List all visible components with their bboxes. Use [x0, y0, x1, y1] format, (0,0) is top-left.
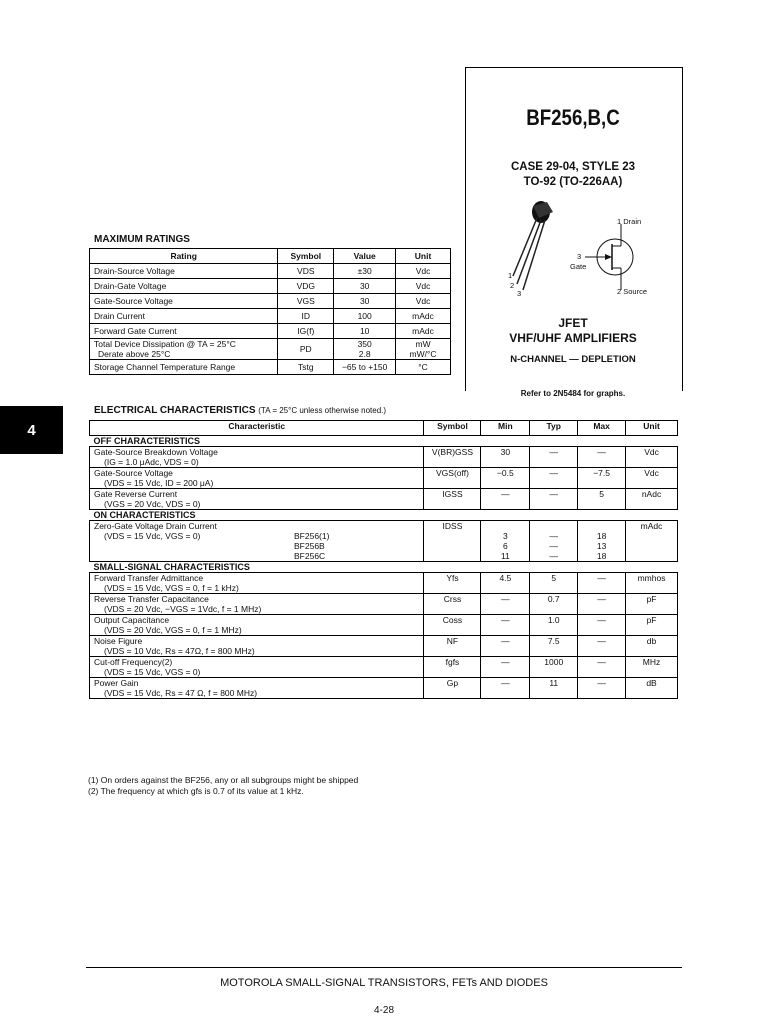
pin-drain-label: 1 Drain: [617, 217, 642, 226]
section-row: [90, 436, 678, 447]
characteristic-cell: [90, 615, 424, 636]
refer-note: Refer to 2N5484 for graphs.: [520, 389, 626, 398]
electrical-table: [89, 420, 678, 699]
lead-1-label: 1: [508, 271, 513, 280]
footnotes: [88, 775, 358, 797]
max-cell: —: [578, 636, 626, 657]
rating-symbol: IG(f): [278, 324, 334, 339]
symbol-cell: NF: [424, 636, 481, 657]
typ-cell: 1.0: [530, 615, 578, 636]
max-ratings-table: [89, 248, 451, 375]
characteristic-cell: [90, 521, 424, 562]
header-typ: Typ: [530, 421, 578, 436]
header-characteristic: Characteristic: [90, 421, 424, 436]
rating-unit-line1: mW: [415, 339, 431, 349]
rating-unit: Vdc: [396, 279, 451, 294]
unit-cell: Vdc: [626, 468, 678, 489]
characteristic-name: Output Capacitance: [94, 615, 170, 625]
table-row: [90, 309, 451, 324]
symbol-cell: Coss: [424, 615, 481, 636]
header-unit: Unit: [396, 249, 451, 264]
lead-1: [513, 218, 537, 276]
min-cell: —: [481, 615, 530, 636]
pin-source-label: 2 Source: [617, 287, 648, 296]
table-row: [90, 489, 678, 510]
characteristic-name: Zero-Gate Voltage Drain Current: [94, 521, 217, 531]
max-cell: [578, 521, 626, 562]
min-cell: −0.5: [481, 468, 530, 489]
section-row: [90, 562, 678, 573]
header-symbol: Symbol: [278, 249, 334, 264]
characteristic-cell: [90, 468, 424, 489]
variant-typ: —: [549, 551, 558, 561]
max-cell: 5: [578, 489, 626, 510]
rating-unit-line2: mW/°C: [409, 349, 437, 359]
symbol-cell: Yfs: [424, 573, 481, 594]
lead-3-label: 3: [517, 289, 522, 298]
variant-part: BF256C: [294, 551, 326, 561]
rating-unit: Vdc: [396, 294, 451, 309]
rating-value: ±30: [334, 264, 396, 279]
symbol-cell: IDSS: [424, 521, 481, 562]
electrical-header: [90, 421, 678, 436]
typ-cell: 0.7: [530, 594, 578, 615]
electrical-title: ELECTRICAL CHARACTERISTICS: [94, 405, 256, 416]
symbol-cell: Crss: [424, 594, 481, 615]
max-cell: −7.5: [578, 468, 626, 489]
characteristic-condition: (VDS = 10 Vdc, Rs = 47Ω, f = 800 MHz): [104, 646, 255, 656]
characteristic-condition: (VDS = 20 Vdc, VGS = 0, f = 1 MHz): [104, 625, 242, 635]
rating-name-line1: Total Device Dissipation @ TA = 25°C: [94, 339, 236, 349]
rating-value-line1: 350: [357, 339, 372, 349]
symbol-cell: Gp: [424, 678, 481, 699]
symbol-cell: V(BR)GSS: [424, 447, 481, 468]
min-cell: —: [481, 678, 530, 699]
on-characteristics-title: ON CHARACTERISTICS: [90, 510, 678, 521]
characteristic-cell: [90, 678, 424, 699]
rating-name: [90, 339, 278, 360]
table-row: [90, 521, 678, 562]
typ-cell: 5: [530, 573, 578, 594]
case-line-2: TO-92 (TO-226AA): [523, 176, 623, 188]
characteristic-name: Power Gain: [94, 678, 139, 688]
variant-part: BF256(1): [294, 531, 330, 541]
rating-symbol: ID: [278, 309, 334, 324]
rating-unit: mAdc: [396, 324, 451, 339]
small-signal-title: SMALL-SIGNAL CHARACTERISTICS: [90, 562, 678, 573]
characteristic-cell: [90, 447, 424, 468]
typ-cell: [530, 521, 578, 562]
lead-2-label: 2: [510, 281, 515, 290]
unit-cell: dB: [626, 678, 678, 699]
pin-gate-number: 3: [577, 252, 582, 261]
table-row: [90, 573, 678, 594]
device-type: [465, 316, 681, 346]
rating-name: Drain Current: [90, 309, 278, 324]
characteristic-condition: (VGS = 20 Vdc, VDS = 0): [104, 499, 201, 509]
section-row: [90, 510, 678, 521]
table-row: [90, 636, 678, 657]
section-tab-label: 4: [27, 421, 36, 439]
characteristic-condition: (VDS = 15 Vdc, VGS = 0): [104, 667, 201, 677]
footnote-2: (2) The frequency at which gfs is 0.7 of its value at 1 kHz.: [88, 786, 304, 796]
table-row: [90, 447, 678, 468]
typ-cell: —: [530, 447, 578, 468]
unit-cell: MHz: [626, 657, 678, 678]
pin-gate-label: Gate: [570, 262, 587, 271]
header-rating: Rating: [90, 249, 278, 264]
characteristic-condition: (VDS = 20 Vdc, −VGS = 1Vdc, f = 1 MHz): [104, 604, 262, 614]
unit-cell: nAdc: [626, 489, 678, 510]
variant-part: BF256B: [294, 541, 325, 551]
footnote-1: (1) On orders against the BF256, any or all subgroups might be shipped: [88, 775, 359, 785]
characteristic-name: Forward Transfer Admittance: [94, 573, 204, 583]
variant-parts: [294, 531, 329, 561]
table-row: [90, 324, 451, 339]
rating-unit: Vdc: [396, 264, 451, 279]
rating-unit: [396, 339, 451, 360]
rating-value: 10: [334, 324, 396, 339]
table-row: [90, 615, 678, 636]
lead-2: [517, 220, 541, 284]
table-row: [90, 360, 451, 375]
section-tab: [0, 406, 63, 454]
characteristic-condition: (VDS = 15 Vdc, ID = 200 μA): [104, 478, 214, 488]
rating-value: −65 to +150: [334, 360, 396, 375]
variant-max: 18: [596, 531, 607, 541]
max-cell: —: [578, 615, 626, 636]
min-cell: —: [481, 636, 530, 657]
rating-name: Storage Channel Temperature Range: [90, 360, 278, 375]
characteristic-condition: (VDS = 15 Vdc, Rs = 47 Ω, f = 800 MHz): [104, 688, 258, 698]
unit-cell: pF: [626, 594, 678, 615]
rating-symbol: PD: [278, 339, 334, 360]
table-row: [90, 468, 678, 489]
max-cell: —: [578, 594, 626, 615]
case-line-1: CASE 29-04, STYLE 23: [511, 161, 635, 173]
rating-name-line2: Derate above 25°C: [98, 349, 171, 359]
symbol-cell: VGS(off): [424, 468, 481, 489]
variant-typ: —: [549, 541, 558, 551]
electrical-condition: (TA = 25°C unless otherwise noted.): [258, 406, 387, 415]
variant-max: 13: [596, 541, 607, 551]
table-row: [90, 294, 451, 309]
rating-symbol: Tstg: [278, 360, 334, 375]
min-cell: —: [481, 594, 530, 615]
rating-symbol: VGS: [278, 294, 334, 309]
table-row: [90, 279, 451, 294]
header-min: Min: [481, 421, 530, 436]
typ-cell: —: [530, 468, 578, 489]
variant-min: 6: [503, 541, 508, 551]
table-row: [90, 678, 678, 699]
table-row: [90, 594, 678, 615]
table-row: [90, 264, 451, 279]
device-application: VHF/UHF AMPLIFIERS: [509, 331, 637, 345]
jfet-symbol: [585, 224, 648, 296]
characteristic-cell: [90, 636, 424, 657]
rating-name: Forward Gate Current: [90, 324, 278, 339]
min-cell: —: [481, 657, 530, 678]
rating-symbol: VDG: [278, 279, 334, 294]
symbol-cell: fgfs: [424, 657, 481, 678]
characteristic-cell: [90, 573, 424, 594]
off-characteristics-title: OFF CHARACTERISTICS: [90, 436, 678, 447]
rating-unit: mAdc: [396, 309, 451, 324]
page-number: 4-28: [373, 1005, 394, 1016]
characteristic-name: Gate-Source Voltage: [94, 468, 173, 478]
device-type-jfet: JFET: [558, 316, 588, 330]
rating-value: [334, 339, 396, 360]
unit-cell: mAdc: [626, 521, 678, 562]
typ-cell: 1000: [530, 657, 578, 678]
channel-type: N-CHANNEL — DEPLETION: [510, 354, 636, 365]
characteristic-cell: [90, 657, 424, 678]
characteristic-name: Reverse Transfer Capacitance: [94, 594, 209, 604]
characteristic-name: Gate-Source Breakdown Voltage: [94, 447, 218, 457]
table-row: [90, 657, 678, 678]
variant-max: 18: [596, 551, 607, 561]
characteristic-condition: (IG = 1.0 μAdc, VDS = 0): [104, 457, 199, 467]
max-cell: —: [578, 657, 626, 678]
max-cell: —: [578, 678, 626, 699]
unit-cell: Vdc: [626, 447, 678, 468]
electrical-heading: [94, 405, 386, 416]
unit-cell: mmhos: [626, 573, 678, 594]
rating-value-line2: 2.8: [358, 349, 371, 359]
rating-unit: °C: [396, 360, 451, 375]
variant-min: 3: [503, 531, 508, 541]
unit-cell: pF: [626, 615, 678, 636]
min-cell: [481, 521, 530, 562]
max-cell: —: [578, 573, 626, 594]
rating-symbol: VDS: [278, 264, 334, 279]
rating-value: 100: [334, 309, 396, 324]
characteristic-cell: [90, 489, 424, 510]
rating-value: 30: [334, 279, 396, 294]
rating-name: Drain-Source Voltage: [90, 264, 278, 279]
max-ratings-header: [90, 249, 451, 264]
idss-variant-block: [94, 531, 419, 561]
max-cell: —: [578, 447, 626, 468]
typ-cell: —: [530, 489, 578, 510]
characteristic-condition: (VDS = 15 Vdc, VGS = 0, f = 1 kHz): [104, 583, 239, 593]
variant-typ: —: [549, 531, 558, 541]
min-cell: 4.5: [481, 573, 530, 594]
characteristic-condition: (VDS = 15 Vdc, VGS = 0): [104, 531, 201, 541]
part-number: BF256,B,C: [526, 105, 620, 130]
unit-cell: db: [626, 636, 678, 657]
header-unit: Unit: [626, 421, 678, 436]
typ-cell: 7.5: [530, 636, 578, 657]
header-max: Max: [578, 421, 626, 436]
characteristic-name: Noise Figure: [94, 636, 143, 646]
typ-cell: 11: [530, 678, 578, 699]
lead-3: [523, 220, 545, 290]
min-cell: 30: [481, 447, 530, 468]
variant-min: 11: [500, 551, 510, 561]
characteristic-name: Gate Reverse Current: [94, 489, 178, 499]
characteristic-name: Cut-off Frequency(2): [94, 657, 173, 667]
max-ratings-title: MAXIMUM RATINGS: [94, 234, 190, 245]
min-cell: —: [481, 489, 530, 510]
symbol-cell: IGSS: [424, 489, 481, 510]
header-value: Value: [334, 249, 396, 264]
page-footer: MOTOROLA SMALL-SIGNAL TRANSISTORS, FETs AND DIODES: [220, 977, 548, 989]
rating-name: Gate-Source Voltage: [90, 294, 278, 309]
rating-name: Drain-Gate Voltage: [90, 279, 278, 294]
characteristic-cell: [90, 594, 424, 615]
gate-arrow-icon: [605, 254, 612, 260]
table-row: [90, 339, 451, 360]
case-info: [465, 160, 681, 190]
header-symbol: Symbol: [424, 421, 481, 436]
rating-value: 30: [334, 294, 396, 309]
footer-rule: [86, 967, 682, 968]
